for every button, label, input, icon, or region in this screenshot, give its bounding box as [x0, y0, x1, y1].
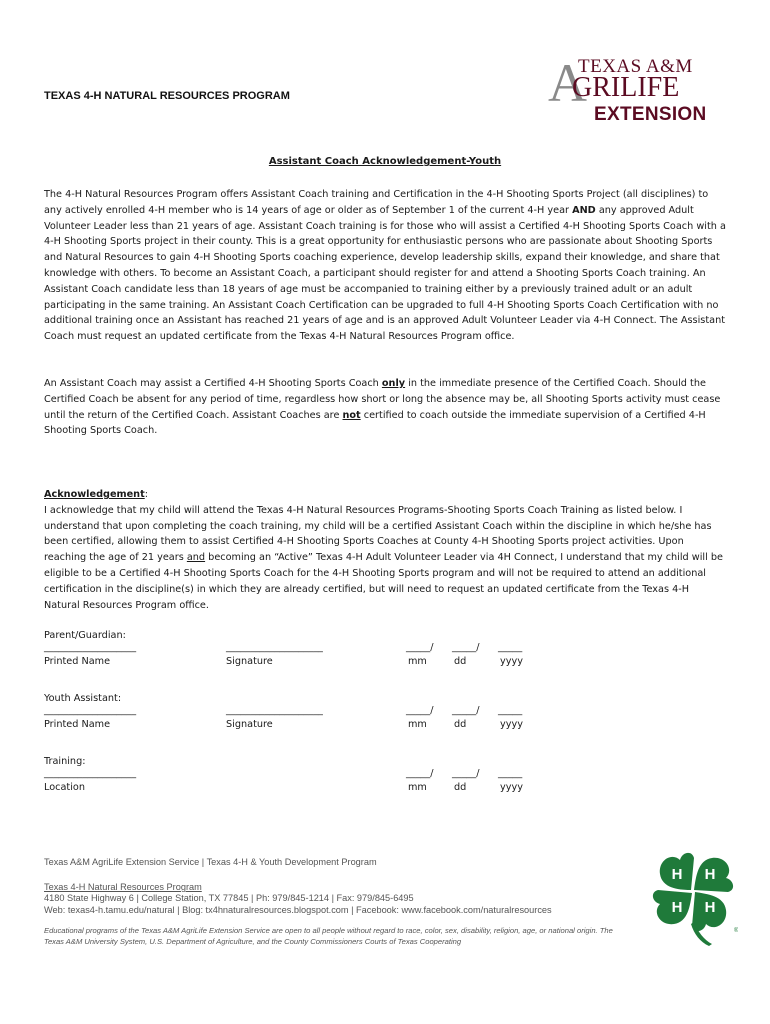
footer-program-link[interactable]: Texas 4-H Natural Resources Program — [44, 882, 202, 892]
youth-label: Youth Assistant: — [44, 693, 122, 704]
footer-address: 4180 State Highway 6 | College Station, TX 77845 | Ph: 979/845-1214 | Fax: 979/845-6495 — [44, 893, 414, 903]
youth-month-caption: mm — [408, 718, 427, 730]
training-year-caption: yyyy — [500, 781, 523, 793]
clover-registered-mark: ® — [734, 928, 738, 934]
clover-h-top-right: H — [704, 866, 716, 883]
agrilife-extension-logo — [548, 52, 730, 126]
parent-signature-block — [44, 630, 734, 676]
youth-signature-caption: Signature — [226, 718, 273, 730]
youth-day-caption: dd — [454, 718, 467, 730]
logo-agrilife: GRILIFE — [572, 72, 680, 103]
intro-and-emphasis: AND — [572, 204, 596, 216]
youth-month-line[interactable]: _____/ — [406, 704, 434, 716]
document-title: Assistant Coach Acknowledgement-Youth — [268, 156, 502, 167]
parent-day-line[interactable]: _____/ — [452, 641, 480, 653]
acknowledgement-text-1: I acknowledge that my child will attend the Texas 4-H Natural Resources Programs-Shooting Sports Coach Training as listed below. I understand that upon completing the coach training, my child will be a certified Assistant Coach within the discipline in which he/she has been certified, allowing them to assist Certified 4-H Shooting Sports Coaches at County 4-H Shooting Sports project activities. Upon reaching the age of 21 years — [44, 504, 712, 564]
program-heading: TEXAS 4-H NATURAL RESOURCES PROGRAM — [44, 90, 290, 102]
parent-signature-line[interactable]: ____________________ — [226, 641, 323, 653]
clover-h-bottom-right: H — [704, 899, 716, 916]
parent-label: Parent/Guardian: — [44, 630, 126, 641]
acknowledgement-text-2: becoming an “Active” Texas 4-H Adult Volunteer Leader via 4H Connect, I understand that my child will be eligible to be a Certified 4-H Shooting Sports Coach for the 4-H Shooting Sports program and will not be required to attend an additional certification in the discipline(s) in which they are already certified, but will need to request an updated certificate from the Texas 4-H Natural Resources Program office. — [44, 552, 723, 611]
supervision-text-2: in the immediate presence of the Certified Coach. Should the Certified Coach be absent for any period of time, regardless how short or long the absence may be, all Shooting Sports activity must cease until the return of the Certified Coach. Assistant Coaches are — [44, 378, 721, 421]
clover-h-top-left: H — [671, 866, 683, 883]
training-month-caption: mm — [408, 781, 427, 793]
youth-year-caption: yyyy — [500, 718, 523, 730]
intro-text-2: any approved Adult Volunteer Leader less than 21 years of age. Assistant Coach training is for those who will assist a Certified 4-H Shooting Sports Coach with a 4-H Shooting Sports project in their county. This is a great opportunity for enthusiastic persons who are passionate about Shooting Sports and Natural Resources to gain 4-H Shooting Sports coaching experience, develop leadership skills, expand their knowledge, and share that knowledge with others. To become an Assistant Coach, a participant should register for and attend a Shooting Sports Coach training. An Assistant Coach candidate less than 18 years of age must be accompanied to training either by a previously trained adult or an adult participating in the same training. An Assistant Coach Certification can be upgraded to full 4-H Shooting Sports Coach Certification with no additional training once an Assistant has reached 21 years of age and is an approved Adult Volunteer Leader via 4-H Connect. The Assistant Coach must request an updated certificate from the Texas 4-H Natural Resources Program office. — [44, 204, 726, 343]
footer-web-links: Web: texas4-h.tamu.edu/natural | Blog: tx4hnaturalresources.blogspot.com | Facebook: www.facebook.com/naturalresources — [44, 905, 552, 915]
training-block — [44, 756, 734, 802]
supervision-only-emphasis: only — [381, 378, 406, 389]
supervision-text-3: certified to coach outside the immediate supervision of a Certified 4-H Shooting Sports Coach. — [44, 409, 706, 437]
youth-name-caption: Printed Name — [44, 718, 111, 730]
parent-name-line[interactable]: ___________________ — [44, 641, 137, 653]
acknowledgement-colon: : — [144, 489, 148, 500]
supervision-paragraph — [44, 376, 726, 439]
parent-year-caption: yyyy — [500, 655, 523, 667]
acknowledgement-and-emphasis: and — [186, 552, 206, 564]
intro-paragraph — [44, 187, 726, 345]
training-location-caption: Location — [44, 781, 85, 793]
training-day-line[interactable]: _____/ — [452, 767, 480, 779]
logo-initial: A — [548, 53, 587, 113]
clover-h-bottom-left: H — [671, 899, 683, 916]
footer-organizations: Texas A&M AgriLife Extension Service | Texas 4-H & Youth Development Program — [44, 857, 377, 867]
parent-month-line[interactable]: _____/ — [406, 641, 434, 653]
training-year-line[interactable]: _____ — [498, 767, 523, 779]
supervision-not-emphasis: not — [342, 409, 361, 421]
parent-day-caption: dd — [454, 655, 467, 667]
parent-month-caption: mm — [408, 655, 427, 667]
parent-year-line[interactable]: _____ — [498, 641, 523, 653]
acknowledgement-section — [44, 487, 726, 613]
footer-disclaimer: Educational programs of the Texas A&M AgriLife Extension Service are open to all people without regard to race, color, sex, disability, religion, age, or national origin. The Texas A&M University System, U.S. Department of Agriculture, and the County Commissioners Courts of Texas Cooperating — [44, 926, 613, 946]
supervision-text-1: An Assistant Coach may assist a Certified 4-H Shooting Sports Coach — [44, 378, 382, 389]
parent-signature-caption: Signature — [226, 655, 273, 667]
training-location-line[interactable]: ___________________ — [44, 767, 137, 779]
acknowledgement-heading: Acknowledgement — [44, 489, 145, 500]
youth-day-line[interactable]: _____/ — [452, 704, 480, 716]
logo-texas-am: TEXAS A&M — [578, 56, 693, 77]
logo-extension: EXTENSION — [594, 104, 707, 125]
youth-signature-line[interactable]: ____________________ — [226, 704, 323, 716]
youth-year-line[interactable]: _____ — [498, 704, 523, 716]
four-h-clover-icon — [648, 846, 738, 948]
training-day-caption: dd — [454, 781, 467, 793]
youth-name-line[interactable]: ___________________ — [44, 704, 137, 716]
intro-text-1: The 4-H Natural Resources Program offers Assistant Coach training and Certification in the 4-H Shooting Sports Project (all disciplines) to any actively enrolled 4-H member who is 14 years of age or older as of September 1 of the current 4-H year — [44, 189, 709, 216]
training-label: Training: — [44, 756, 86, 767]
youth-signature-block — [44, 693, 734, 739]
training-month-line[interactable]: _____/ — [406, 767, 434, 779]
parent-name-caption: Printed Name — [44, 655, 111, 667]
